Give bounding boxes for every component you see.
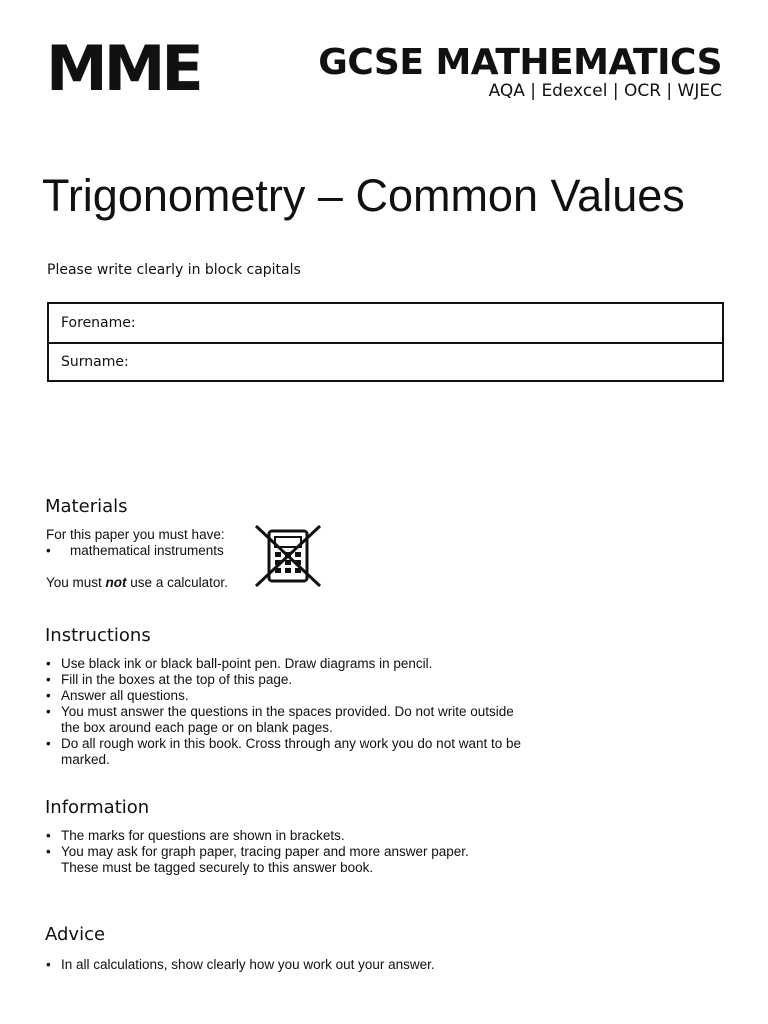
information-item: • The marks for questions are shown in brackets. xyxy=(46,828,506,844)
advice-item: • In all calculations, show clearly how you work out your answer. xyxy=(46,957,546,973)
surname-field[interactable] xyxy=(49,342,722,380)
instruction-item: • Answer all questions. xyxy=(46,688,526,704)
materials-intro: For this paper you must have: xyxy=(46,527,225,542)
instructions-heading: Instructions xyxy=(45,625,151,646)
materials-heading: Materials xyxy=(45,496,128,517)
paper-title: Trigonometry – Common Values xyxy=(42,170,685,221)
calculator-note: You must not use a calculator. xyxy=(46,575,228,590)
surname-label: Surname: xyxy=(61,354,129,370)
brand-title: GCSE MATHEMATICS xyxy=(318,42,722,83)
advice-heading: Advice xyxy=(45,924,106,945)
materials-item: • mathematical instruments xyxy=(46,543,228,559)
instruction-item: • You must answer the questions in the spaces provided. Do not write outside the box around each page or on blank pages. xyxy=(46,704,526,736)
instruction-item: • Use black ink or black ball-point pen. Draw diagrams in pencil. xyxy=(46,656,526,672)
instructions-list xyxy=(46,656,526,768)
exam-boards: AQA | Edexcel | OCR | WJEC xyxy=(488,81,722,101)
instruction-item: • Do all rough work in this book. Cross through any work you do not want to be marked. xyxy=(46,736,526,768)
materials-section xyxy=(46,527,228,591)
instruction-item: • Fill in the boxes at the top of this page. xyxy=(46,672,526,688)
no-calculator-icon xyxy=(253,523,323,589)
forename-field[interactable] xyxy=(49,304,722,342)
forename-label: Forename: xyxy=(61,315,136,331)
block-capitals-note: Please write clearly in block capitals xyxy=(47,262,301,278)
advice-list xyxy=(46,957,546,973)
information-item: • You may ask for graph paper, tracing paper and more answer paper. These must be tagged securely to this answer book. xyxy=(46,844,506,876)
mme-logo: MME xyxy=(46,32,200,105)
information-list xyxy=(46,828,506,876)
name-box xyxy=(47,302,724,382)
information-heading: Information xyxy=(45,797,150,818)
